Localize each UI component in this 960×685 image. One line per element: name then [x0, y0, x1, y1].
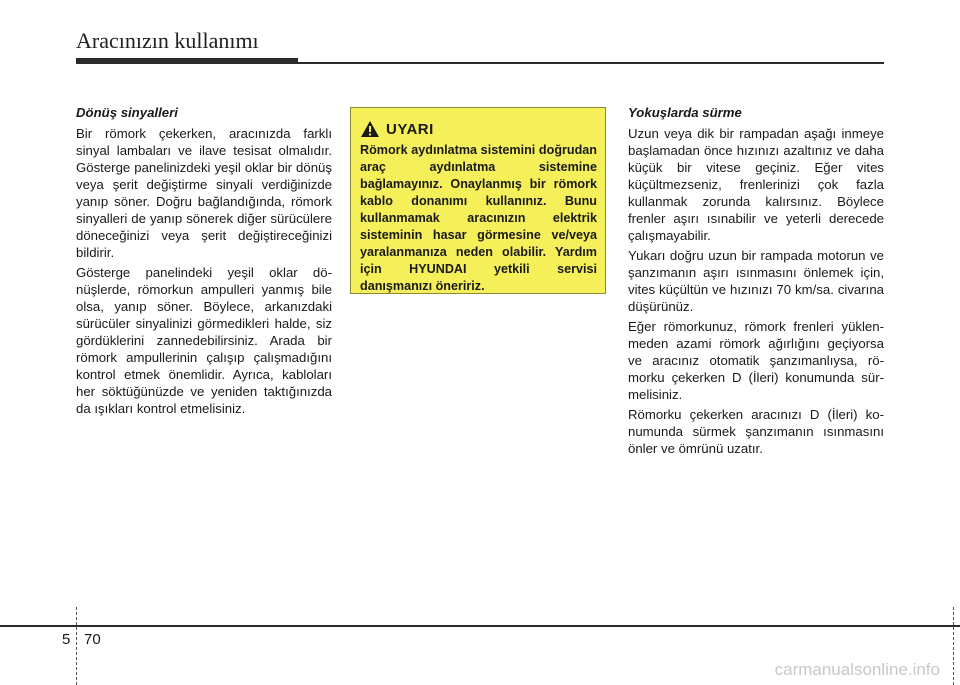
paragraph: Uzun veya dik bir rampadan aşağı inmeye başlamadan önce hızınızı azaltınız ve daha küçük bir vitese geçiniz. Eğer vites küçültmezseniz, frenlerinizi çok fazla kullanmak zorunda kalırsınız. Böylece frenler aşırı ısınabilir ve yeterli derecede çalışmayabilir.	[628, 126, 884, 243]
warning-header	[360, 120, 597, 138]
paragraph: Yukarı doğru uzun bir rampada motorun ve şanzımanın aşırı ısınmasını önlemek için, vites küçültün ve hızınızı 70 km/sa. civarına düşürünüz.	[628, 248, 884, 314]
warning-text: Römork aydınlatma sistemini doğrudan araç aydınlatma sistemine bağlamayınız. Onaylanmış bir römork kablo donanımı kullanınız. Bunu kullanmamak aracınızın elektrik sisteminin hasar görmesine ve/veya yaralanmanıza neden olabilir. Yardım için HYUNDAI yetkili servisi danışmanızı öneririz.	[360, 143, 597, 293]
left-column	[76, 104, 332, 420]
footer-rule	[0, 625, 960, 627]
paragraph: Gösterge panelindeki yeşil oklar dönüşlerde, römorkun ampulleri yanmış bile olsa, yanıp söner. Böylece, arkanızdaki sürücüler sinyalinizi görmedikleri halde, siz gördüklerini zannedebilirsiniz. Arada bir römork ampullerinin çalışıp çalışmadığını kontrol etmek önemlidir. Ayrıca, kabloları her söktüğünüzde ve yeniden taktığınızda da ışıkları kontrol etmelisiniz.	[76, 265, 332, 416]
paragraph: Römorku çekerken aracınızı D (İleri) konumunda sürmek şanzımanın ısınmasını önler ve ömrünü uzatır.	[628, 407, 884, 456]
footer-divider-right	[953, 607, 954, 685]
chapter-number: 5	[62, 631, 71, 648]
header-rule-thin	[298, 62, 884, 64]
right-column	[628, 104, 884, 460]
footer-divider-left	[76, 607, 77, 685]
page-header-title: Aracınızın kullanımı	[76, 28, 259, 53]
section-heading-turn-signals: Dönüş sinyalleri	[76, 105, 178, 120]
warning-box	[350, 107, 606, 294]
section-heading-hill-driving: Yokuşlarda sürme	[628, 105, 742, 120]
paragraph: Eğer römorkunuz, römork frenleri yüklenmeden azami römork ağırlığını geçiyorsa ve aracınız otomatik şanzımanlıysa, römorku çekerken D (İleri) konumunda sürmelisiniz.	[628, 319, 884, 402]
watermark: carmanualsonline.info	[774, 660, 940, 679]
header-rule-thick	[76, 58, 298, 64]
warning-triangle-icon	[360, 120, 380, 138]
paragraph: Bir römork çekerken, aracınızda farklı sinyal lambaları ve ilave tesisat olmalıdır. Gösterge panelinizdeki yeşil oklar bir dönüş veya şerit değiştirme sinyali verdiğinizde yanıp söner. Doğru bağlandığında, römork sinyalleri de yanıp sönerek diğer sürücülere döneceğinizi veya şerit değiştireceğinizi bildirir.	[76, 126, 332, 260]
warning-title: UYARI	[386, 120, 434, 138]
page-number: 70	[84, 631, 101, 648]
